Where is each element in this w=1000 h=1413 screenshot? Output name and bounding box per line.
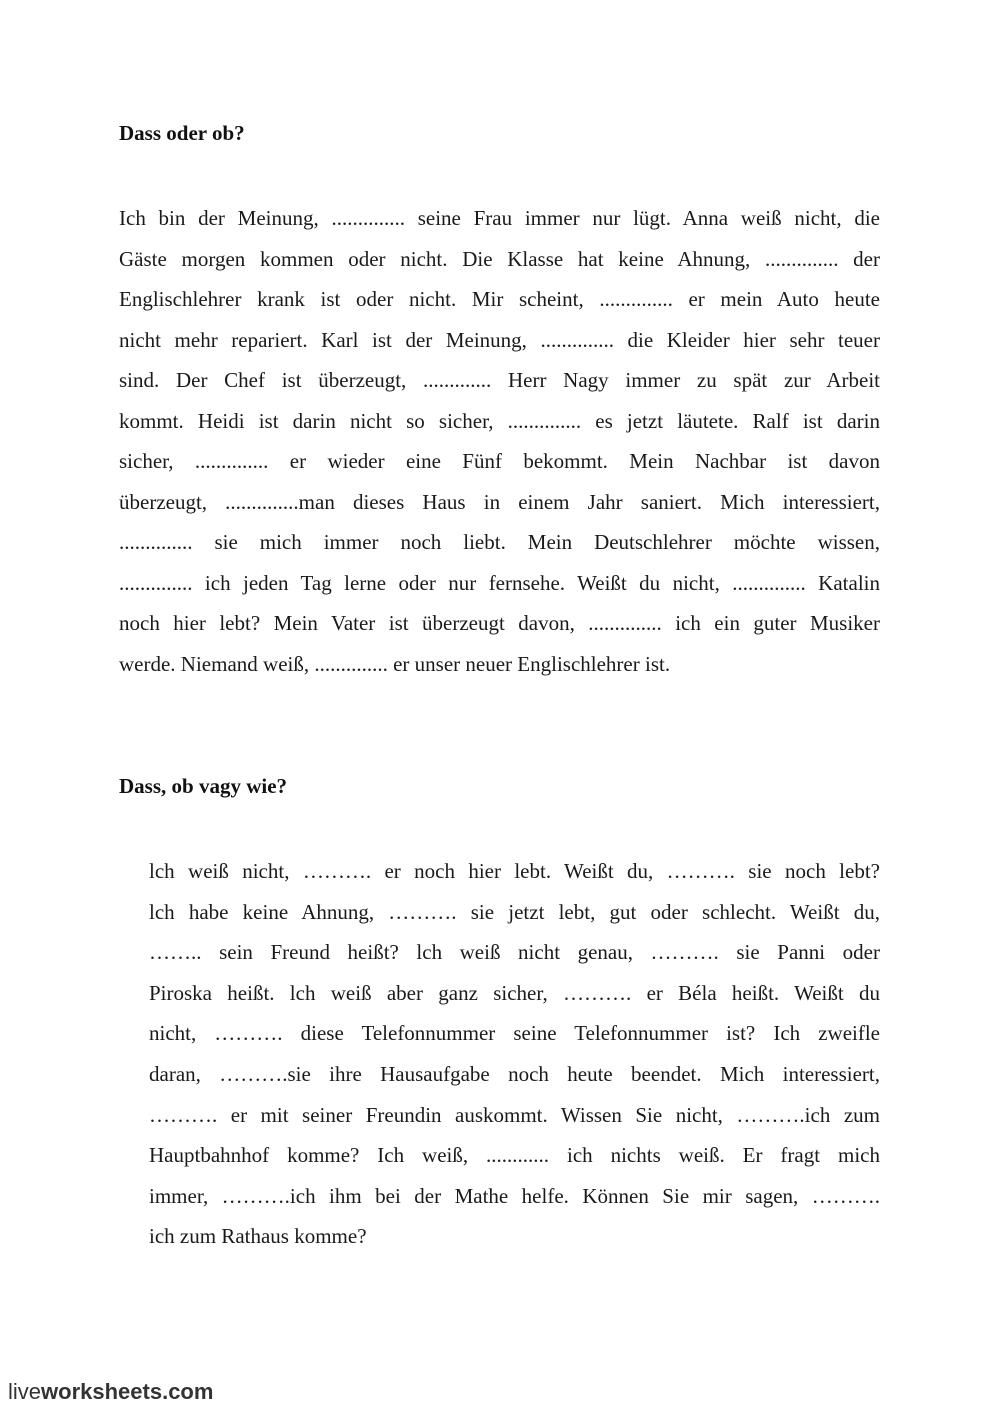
text-line: ………. er mit seiner Freundin auskommt. Wissen Sie nicht, ……….ich zum (149, 1102, 880, 1127)
text-line: Piroska heißt. lch weiß aber ganz sicher, ………. er Béla heißt. Weißt du (149, 980, 880, 1005)
text-line: noch hier lebt? Mein Vater ist überzeugt davon, .............. ich ein guter Musiker (119, 611, 880, 635)
section-heading-dass-ob-wie: Dass, ob vagy wie? (119, 774, 288, 798)
text-line: immer, ……….ich ihm bei der Mathe helfe. Können Sie mir sagen, ………. (149, 1183, 880, 1208)
text-line: daran, ……….sie ihre Hausaufgabe noch heute beendet. Mich interessiert, (149, 1061, 880, 1086)
text-line: Gäste morgen kommen oder nicht. Die Klasse hat keine Ahnung, .............. der (119, 246, 880, 271)
text-line: sicher, .............. er wieder eine Fünf bekommt. Mein Nachbar ist davon (119, 449, 880, 473)
text-line: .............. sie mich immer noch liebt. Mein Deutschlehrer möchte wissen, (119, 530, 880, 554)
liveworksheets-logo (8, 1378, 213, 1406)
text-line: lch weiß nicht, ………. er noch hier lebt. Weißt du, ………. sie noch lebt? (149, 859, 880, 883)
text-line: ich zum Rathaus komme? (149, 1224, 367, 1249)
text-line: kommt. Heidi ist darin nicht so sicher, .............. es jetzt läutete. Ralf ist darin (119, 408, 880, 433)
text-line: Englischlehrer krank ist oder nicht. Mir scheint, .............. er mein Auto heute (119, 287, 880, 311)
exercise-paragraph-1 (119, 198, 880, 684)
logo-bold-text: worksheets (41, 1379, 163, 1404)
section-heading-dass-oder-ob: Dass oder ob? (119, 121, 245, 145)
text-line: sind. Der Chef ist überzeugt, ............. Herr Nagy immer zu spät zur Arbeit (119, 368, 880, 392)
text-line: Hauptbahnhof komme? Ich weiß, ............ ich nichts weiß. Er fragt mich (149, 1143, 880, 1168)
text-line: Ich bin der Meinung, .............. seine Frau immer nur lügt. Anna weiß nicht, die (119, 206, 880, 230)
logo-suffix-text: .com (162, 1379, 214, 1404)
text-line: lch habe keine Ahnung, ………. sie jetzt lebt, gut oder schlecht. Weißt du, (149, 899, 880, 924)
text-line: nicht, ………. diese Telefonnummer seine Telefonnummer ist? Ich zweifle (149, 1021, 880, 1046)
exercise-paragraph-2 (149, 851, 880, 1257)
logo-light-text: live (8, 1379, 42, 1404)
text-line: .............. ich jeden Tag lerne oder nur fernsehe. Weißt du nicht, .............. Katalin (119, 570, 880, 595)
text-line: nicht mehr repariert. Karl ist der Meinung, .............. die Kleider hier sehr teuer (119, 327, 880, 352)
text-line: überzeugt, ..............man dieses Haus in einem Jahr saniert. Mich interessiert, (119, 489, 880, 514)
text-line: werde. Niemand weiß, .............. er unser neuer Englischlehrer ist. (119, 651, 671, 676)
text-line: …….. sein Freund heißt? lch weiß nicht genau, ………. sie Panni oder (149, 940, 880, 965)
